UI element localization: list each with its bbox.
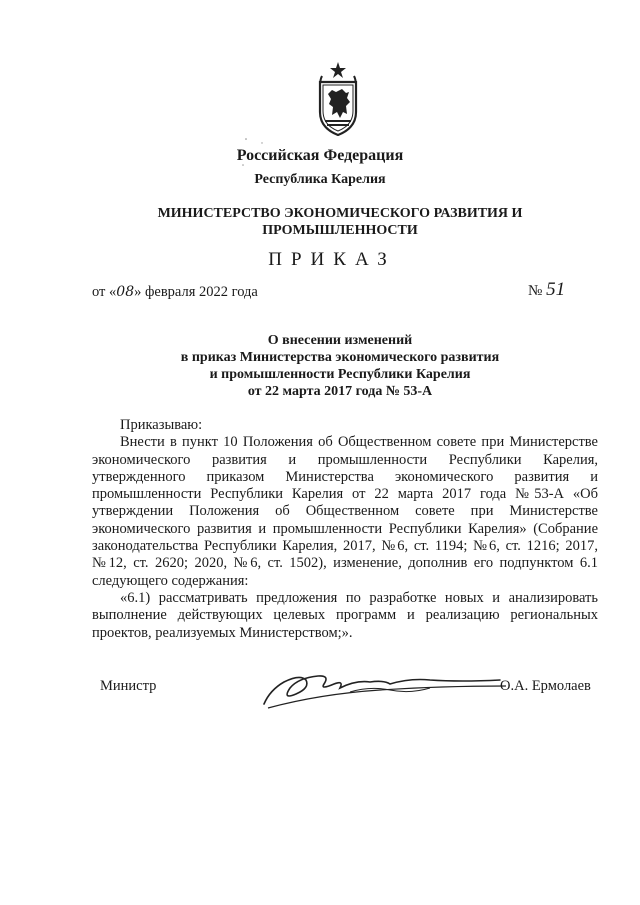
order-number [528,279,565,301]
karelia-coat-of-arms-icon [316,62,360,136]
signatory-title: Министр [100,678,157,694]
handwritten-signature [260,660,520,716]
date-prefix: от « [92,284,117,300]
body-paragraph-amendment: «6.1) рассматривать предложения по разработке новых и анализировать выполнение действующих целевых программ и реализацию региональных проектов, реализуемых Министерством;». [92,589,598,641]
order-date [92,284,258,301]
subject-line: в приказ Министерства экономического развития [180,350,500,365]
republic-heading: Республика Карелия [254,172,386,187]
subject-line: и промышленности Республики Карелия [209,367,471,382]
subject-line: О внесении изменений [267,333,413,348]
date-day-handwritten: 08 [116,284,135,300]
country-heading: Российская Федерация [236,147,404,164]
order-subject [140,332,540,400]
date-suffix: » февраля 2022 года [134,284,258,300]
subject-line: от 22 марта 2017 года № 53-А [247,384,433,399]
body-lead: Приказываю: [120,417,203,433]
number-handwritten: 51 [546,279,566,300]
body-paragraph-main: Внести в пункт 10 Положения об Общественном совете при Министерстве экономического развития и промышленности Республики Карелия, утвержденного приказом Министерства экономического развития и промышленности Республики Карелия от 22 марта 2017 года №53-А «Об утверждении Положения об Общественном совете при Министерстве экономического развития и промышленности Республики Карелия» (Собрание законодательства Республики Карелия, 2017, №6, ст. 1194; №6, ст. 1216; 2017, №12, ст. 2620; 2020, №6, ст. 1502), изменение, дополнив его подпунктом 6.1 следующего содержания: [92,434,598,589]
number-label: № [528,283,543,299]
signatory-name: О.А. Ермолаев [500,678,591,694]
order-body [92,417,598,642]
ministry-heading: МИНИСТЕРСТВО ЭКОНОМИЧЕСКОГО РАЗВИТИЯ И ПРОМЫШЛЕННОСТИ [157,206,523,238]
document-type-title: ПРИКАЗ [268,249,396,270]
